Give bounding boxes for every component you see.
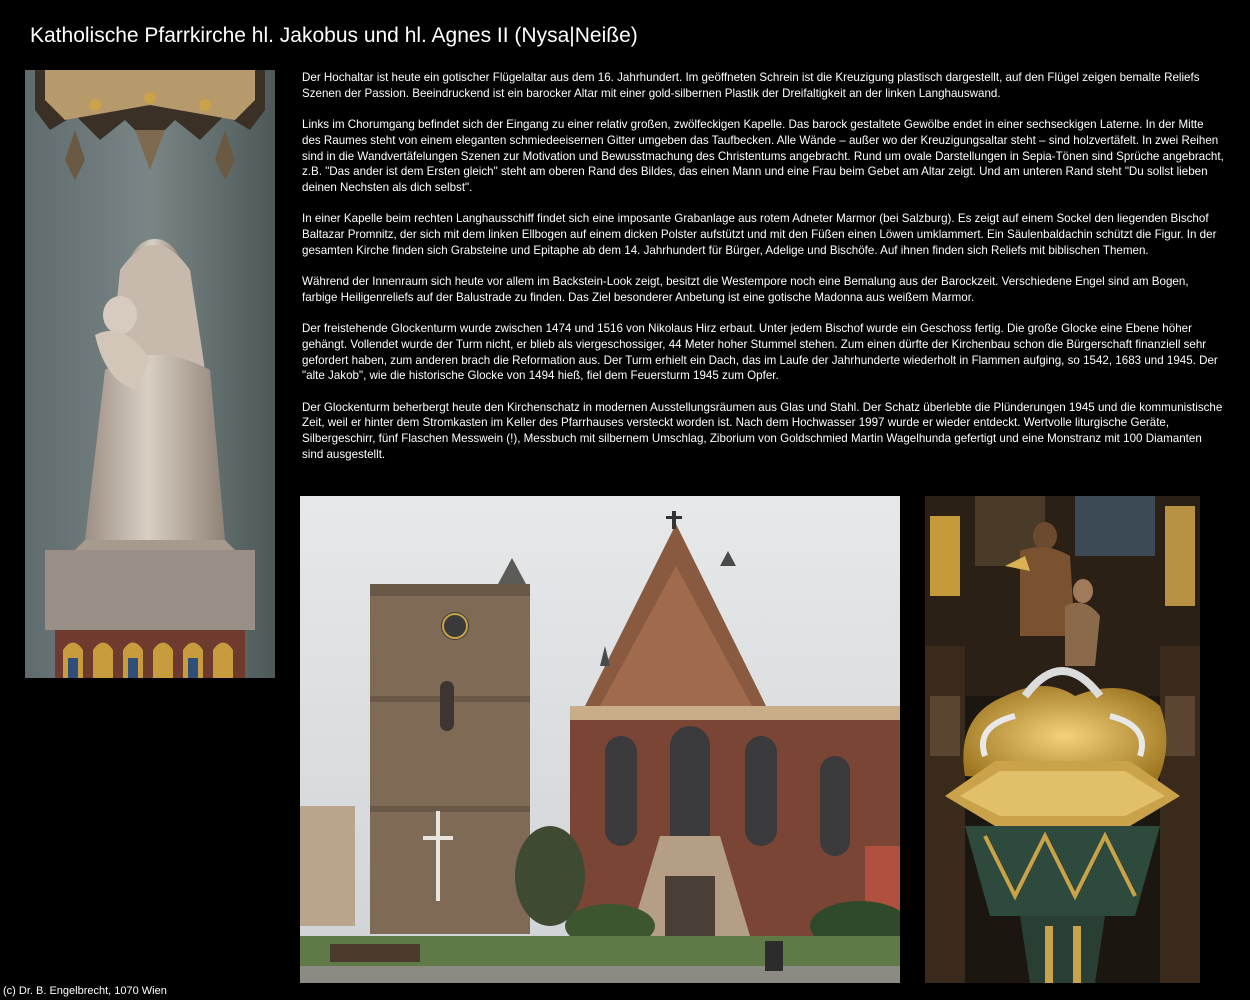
paragraph-bell-tower: Der freistehende Glockenturm wurde zwischen 1474 und 1516 von Nikolaus Hirz erbaut. Unter jedem Bischof wurde ein Geschoss fertig. Die große Glocke eine Ebene höher gehängt. Vollendet wurde der Turm nicht, er blieb als viergeschossiger, 44 Meter hoher Stummel stehen. Zum einen dürfte der Kirchenbau schon die Bürgerschaft finanziell sehr gefordert haben, zum anderen brach die Reformation aus. Der Turm erhielt ein Dach, das im Laufe der Jahrhunderte wiederholt in Flammen aufging, so 1542, 1683 und 1945. Der "alte Jakob", wie die historische Glocke von 1494 hieß, fiel dem Feuersturm 1945 zum Opfer. bbox=[302, 322, 1218, 383]
madonna-statue-photo bbox=[25, 70, 275, 678]
paragraph-chapel: Links im Chorumgang befindet sich der Eingang zu einer relativ großen, zwölfeckigen Kapelle. Das barock gestaltete Gewölbe endet in einer sechseckigen Laterne. In der Mitte des Raumes steht von einem eleganten schmiedeeisernen Gitter umgeben das Taufbecken. Alle Wände – außer wo der Kreuzigungsaltar steht – sind holzvertäfelt. In zwei Reihen sind in die Wandvertäfelungen Szenen zur Motivation und Bewusstmachung des Christentums angebracht. Rund um ovale Darstellungen in Sepia-Tönen sind Sprüche angebracht, z.B. "Das ander ist dem Ersten gleich" steht am oberen Rand des Bildes, das einen Mann und eine Frau beim Gebet am Altar zeigt. Und am unteren Rand steht "Du sollst lieben deinen Nechsten als dich selbst". bbox=[302, 118, 1224, 194]
paragraph-treasury: Der Glockenturm beherbergt heute den Kirchenschatz in modernen Ausstellungsräumen aus Glas und Stahl. Der Schatz überlebte die Plünderungen 1945 und die kommunistische Zeit, weil er hinter dem Stromkasten im Keller des Pfarrhauses versteckt worden ist. Nach dem Hochwasser 1997 wurde er wieder entdeckt. Wertvolle liturgische Geräte, Silbergeschirr, fünf Flaschen Messwein (!), Messbuch mit silbernem Umschlag, Ziborium von Goldschmied Martin Wagelhunda gefertigt und eine Monstranz mit 100 Diamanten sind ausgestellt. bbox=[302, 400, 1223, 461]
page-title: Katholische Pfarrkirche hl. Jakobus und hl. Agnes II (Nysa|Neiße) bbox=[30, 24, 638, 47]
paragraph-interior: Während der Innenraum sich heute vor allem im Backstein-Look zeigt, besitzt die Westempore noch eine Bemalung aus der Barockzeit. Verschiedene Engel sind am Bogen, farbige Heiligenreliefs auf der Balustrade zu finden. Das Ziel besonderer Anbetung ist eine gotische Madonna aus weißem Marmor. bbox=[302, 275, 1189, 304]
church-exterior-photo bbox=[300, 496, 900, 983]
baptismal-font-photo bbox=[925, 496, 1200, 983]
description-text bbox=[302, 70, 1224, 478]
paragraph-high-altar: Der Hochaltar ist heute ein gotischer Flügelaltar aus dem 16. Jahrhundert. Im geöffneten Schrein ist die Kreuzigung plastisch dargestellt, auf den Flügel zeigen bemalte Reliefs Szenen der Passion. Beeindruckend ist ein barocker Altar mit einer gold-silbernen Plastik der Dreifaltigkeit an der linken Langhauswand. bbox=[302, 71, 1200, 100]
copyright-notice: (c) Dr. B. Engelbrecht, 1070 Wien bbox=[3, 985, 167, 997]
paragraph-tomb: In einer Kapelle beim rechten Langhausschiff findet sich eine imposante Grabanlage aus rotem Adneter Marmor (bei Salzburg). Es zeigt auf einem Sockel den liegenden Bischof Baltazar Promnitz, der sich mit dem linken Ellbogen auf einem dicken Polster aufstützt und mit den Füßen einen Löwen umklammert. Ein Säulenbaldachin schützt die Figur. In der gesamten Kirche finden sich Grabsteine und Epitaphe ab dem 14. Jahrhundert für Bürger, Adelige und Bischöfe. Auf ihnen finden sich Reliefs mit biblischen Themen. bbox=[302, 212, 1217, 257]
